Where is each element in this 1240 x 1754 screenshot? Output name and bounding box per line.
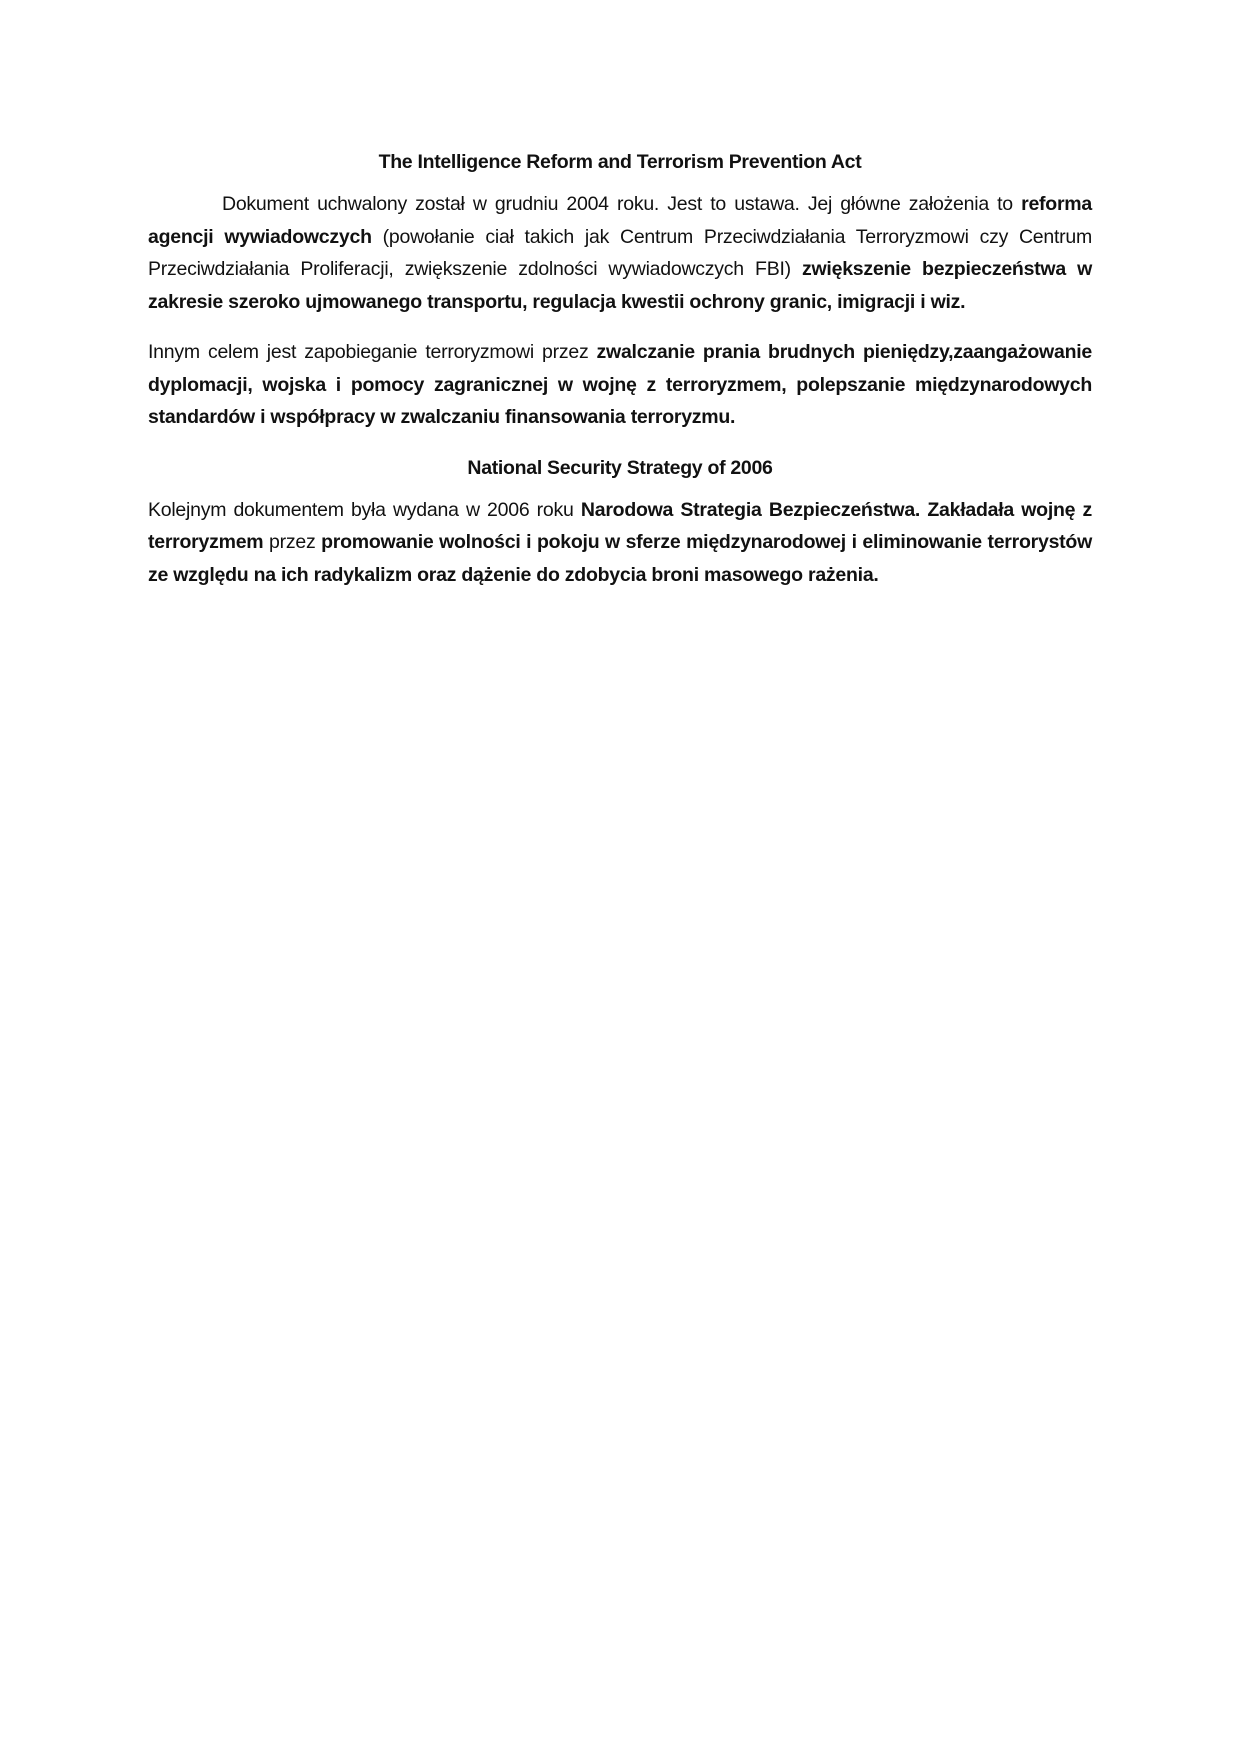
bold-text-run: Narodowa Strategia Bezpieczeństwa. Zakładała wojnę z terroryzmem — [148, 498, 1093, 553]
bold-text-run: zwiększenie bezpieczeństwa w zakresie szeroko ujmowanego transportu, regulacja kwestii ochrony granic, imigracji i wiz. — [148, 258, 1092, 313]
heading-intelligence-reform-act: The Intelligence Reform and Terrorism Prevention Act — [378, 151, 862, 173]
document-page — [148, 146, 1092, 609]
text-run: (powołanie ciał takich jak Centrum Przeciwdziałania Terroryzmowi czy Centrum Przeciwdziałania Proliferacji, zwiększenie zdolności wywiadowczych FBI) — [148, 225, 1093, 280]
bold-text-run: reforma agencji wywiadowczych — [148, 193, 1092, 248]
text-run: Innym celem jest zapobieganie terroryzmowi przez — [148, 341, 597, 363]
heading-national-security-strategy: National Security Strategy of 2006 — [467, 456, 773, 479]
bold-text-run: zwalczanie prania brudnych pieniędzy,zaangażowanie dyplomacji, wojska i pomocy zagranicznej w wojnę z terroryzmem, polepszanie międzynarodowych standardów i współpracy w zwalczaniu finansowania terroryzmu. — [148, 341, 1092, 428]
text-run: przez — [263, 531, 322, 553]
paragraph-act-description — [148, 188, 1092, 318]
text-run: Kolejnym dokumentem była wydana w 2006 roku — [148, 498, 581, 521]
bold-text-run: promowanie wolności i pokoju w sferze międzynarodowej i eliminowanie terrorystów ze względu na ich radykalizm oraz dążenie do zdobycia broni masowego rażenia. — [148, 531, 1092, 586]
text-run: Dokument uchwalony został w grudniu 2004 roku. Jest to ustawa. Jej główne założenia to — [222, 193, 1022, 215]
paragraph-act-other-goals — [148, 336, 1092, 434]
paragraph-strategy-description — [148, 494, 1092, 592]
